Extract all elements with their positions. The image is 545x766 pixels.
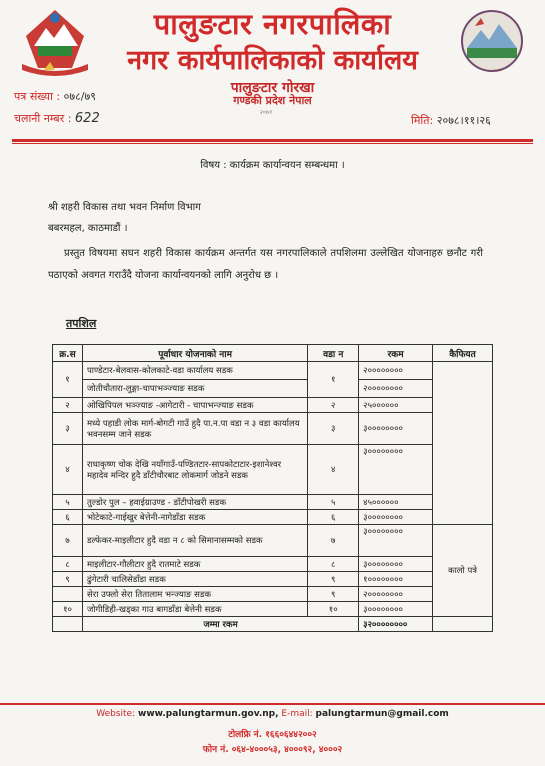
remarks-blacktop: कालो पत्रे — [433, 525, 493, 617]
row-ward: २ — [308, 398, 359, 413]
row-project-name: तुल्डोर पुल – हवाईग्राउण्ड - डाँटीपोखरी सडक — [82, 495, 307, 510]
table-row — [53, 510, 493, 525]
table-header-row — [53, 345, 493, 362]
table-row — [53, 587, 493, 602]
letter-subject: विषय : कार्यक्रम कार्यान्वयन सम्बन्धमा । — [200, 160, 345, 171]
established-stamp: २०७१ — [259, 109, 273, 116]
project-table — [52, 344, 493, 632]
row-remarks — [433, 362, 493, 525]
row-project-name: माइलीटार-गौलीटार हुदै रातमाटे सडक — [82, 557, 307, 572]
row-sn: ९ — [53, 572, 83, 587]
row-project-name: मध्ये पहाडी लोक मार्ग-बोगटी गाउँ हुदै पा.न.पा वडा न ३ वडा कार्यालय भवनसम्म जाने सडक — [82, 413, 307, 445]
total-remarks — [433, 617, 493, 632]
row-ward: ७ — [308, 525, 359, 557]
row-amount: ३०००००००० — [359, 510, 433, 525]
row-sn: ४ — [53, 445, 83, 495]
reference-label: पत्र संख्या : — [14, 90, 61, 103]
row-project-name: सेरा उफ्लो सेरा तितालाम भन्ज्याङ सडक — [82, 587, 307, 602]
tollfree-number: टोलफ्रि नं. १६६०६४४२००२ — [228, 730, 317, 740]
col-header-sn: क्र.स — [53, 345, 83, 362]
table-row — [53, 602, 493, 617]
table-total-row — [53, 617, 493, 632]
letter-date — [411, 113, 491, 128]
row-amount: २५०००००० — [359, 398, 433, 413]
row-ward: १० — [308, 602, 359, 617]
table-row — [53, 557, 493, 572]
row-project-name: जोतीचौतारा-लुङ्गा-चापाभञ्ज्याङ सडक — [82, 380, 307, 398]
email-label: E-mail: — [281, 709, 313, 719]
table-row — [53, 525, 493, 557]
table-row — [53, 572, 493, 587]
row-ward: ९ — [308, 572, 359, 587]
row-amount: ३०००००००० — [359, 413, 433, 445]
row-ward: ६ — [308, 510, 359, 525]
website-label: Website: — [96, 709, 136, 719]
footer-contact — [0, 709, 545, 719]
total-spacer — [53, 617, 83, 632]
website-link[interactable]: www.palungtarmun.gov.np, — [138, 709, 279, 719]
row-amount: ३०००००००० — [359, 525, 433, 557]
office-place: पालुङटार गोरखा — [230, 80, 315, 96]
row-sn: ६ — [53, 510, 83, 525]
row-project-name: भोटेकाटे-गाईखुर बेत्तेनी-नागेडाँडा सडक — [82, 510, 307, 525]
table-row — [53, 495, 493, 510]
row-ward: १ — [308, 362, 359, 398]
col-header-ward: वडा न — [308, 345, 359, 362]
table-row — [53, 380, 493, 398]
schedule-heading: तपशिल — [66, 317, 97, 330]
row-project-name: ओखिपिपल भञ्ज्याङ -आगेटारी - चापाभन्ज्याङ सडक — [82, 398, 307, 413]
row-sn: ३ — [53, 413, 83, 445]
addressee: श्री शहरी विकास तथा भवन निर्माण विभाग — [48, 202, 201, 213]
col-header-remarks: कैफियत — [433, 345, 493, 362]
dispatch-value: 622 — [74, 111, 100, 126]
office-province: गण्डकी प्रदेश नेपाल — [233, 94, 312, 107]
row-amount: ३०००००००० — [359, 557, 433, 572]
row-amount: ३०००००००० — [359, 602, 433, 617]
dispatch-label: चलानी नम्बर : — [14, 112, 72, 125]
letter-body: प्रस्तुत विषयमा सघन शहरी विकास कार्यक्रम अन्तर्गत यस नगरपालिकाले तपशिलमा उल्लेखित योजनाहरु छनौट गरी पठाएको अवगत गराउँदै योजना कार्यान्वयनको लागि अनुरोध छ । — [48, 248, 483, 281]
reference-value: ०७८/७९ — [63, 90, 96, 103]
addressee-location: बबरमहल, काठमाडौं । — [48, 223, 128, 234]
row-amount: २०००००००० — [359, 380, 433, 398]
email-link[interactable]: palungtarmun@gmail.com — [315, 709, 449, 719]
row-sn: १ — [53, 362, 83, 398]
dispatch-number — [14, 111, 100, 126]
table-row — [53, 398, 493, 413]
header-divider-thin — [12, 143, 533, 144]
col-header-amount: रकम — [359, 345, 433, 362]
table-row — [53, 362, 493, 380]
col-header-name: पूर्वाधार योजनाको नाम — [82, 345, 307, 362]
row-ward: ८ — [308, 557, 359, 572]
office-title: नगर कार्यपालिकाको कार्यालय — [127, 45, 418, 76]
row-ward: ५ — [308, 495, 359, 510]
municipality-title: पालुङटार नगरपालिका — [153, 7, 392, 41]
row-sn: ७ — [53, 525, 83, 557]
row-sn: २ — [53, 398, 83, 413]
row-amount: ४५०००००० — [359, 495, 433, 510]
row-sn: ८ — [53, 557, 83, 572]
row-amount: २०००००००० — [359, 587, 433, 602]
row-ward: ९ — [308, 587, 359, 602]
row-project-name: जोगीडिही-खड्का गाउ बागडाँडा बेत्तेनी सडक — [82, 602, 307, 617]
footer-divider — [0, 703, 545, 705]
reference-number — [14, 89, 96, 104]
date-value: २०७८।११।२६ — [436, 114, 491, 127]
row-sn — [53, 587, 83, 602]
header-divider — [12, 139, 533, 142]
row-project-name: डल्फेकर-माइलीटार हुदै वडा न ८ को सिमानासम्मको सडक — [82, 525, 307, 557]
row-ward: ४ — [308, 445, 359, 495]
row-ward: ३ — [308, 413, 359, 445]
row-project-name: पाण्डेटार-बेलवास-कोलकाटे-वडा कार्यालय सडक — [82, 362, 307, 380]
row-sn: ५ — [53, 495, 83, 510]
row-amount: ३०००००००० — [359, 445, 433, 495]
table-row — [53, 413, 493, 445]
phone-numbers: फोन नं. ०६४-४०००५३, ४०००९२, ४०००२ — [202, 745, 343, 755]
row-project-name: ढुंगेटारी चालिसेडाँडा सडक — [82, 572, 307, 587]
row-amount: २०००००००० — [359, 362, 433, 380]
total-amount: ३२०००००००० — [359, 617, 433, 632]
table-row — [53, 445, 493, 495]
row-project-name: राधाकृष्ण चोक देखि नयाँगाउँ-पण्डितटार-सापकोटाटार-इशानेश्वर महादेव मन्दिर हुदै डाँटीचौरबाट लोकमार्ग जोडने सडक — [82, 445, 307, 495]
date-label: मिति: — [411, 114, 434, 127]
row-sn: १० — [53, 602, 83, 617]
row-amount: १०००००००० — [359, 572, 433, 587]
total-label: जम्मा रकम — [82, 617, 358, 632]
